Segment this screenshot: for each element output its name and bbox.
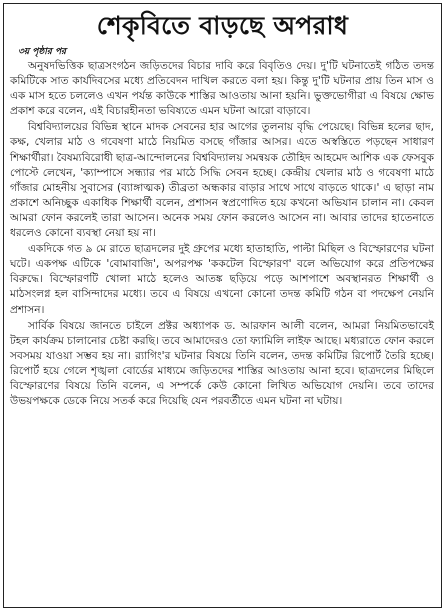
paragraph-3: একদিকে গত ৯ মে রাতে ছাত্রদলের দুই গ্রুপের মধ্যে হাতাহাতি, পাল্টা মিছিল ও বিস্ফোরণের ঘটনা ঘটে। একপক্ষ এটিকে 'বোমাবাজি', অপরপক্ষ 'ককটেল বিস্ফোরণ' বলে অভিযোগ করে প্রতিপক্ষের বিরুদ্ধে। বিস্ফোরণটি খোলা মাঠে হলেও আতঙ্ক ছড়িয়ে পড়ে আশপাশে অবস্থানরত শিক্ষার্থী ও মাঠসংলগ্ন হল বাসিন্দাদের মধ্যে। তবে এ বিষয়ে এখনো কোনো তদন্ত কমিটি গঠন বা পদক্ষেপ নেয়নি প্রশাসন।	[10, 243, 434, 316]
article-clipping	[3, 3, 442, 608]
article-body	[4, 59, 441, 409]
continued-from-label: ৩য় পৃষ্ঠার পর	[18, 47, 67, 57]
paragraph-4: সার্বিক বিষয়ে জানতে চাইলে প্রক্টর অধ্যাপক ড. আরফান আলী বলেন, আমরা নিয়মিতভাবেই টহল কার্যক্রম চালানোর চেষ্টা করছি। তবে আমাদেরও তো ফ্যামিলি লাইফ আছে। মধ্যরাতে ফোন করলে সবসময় যাওয়া সম্ভব হয় না। র‍্যাগিং'র ঘটনার বিষয়ে তিনি বলেন, তদন্ত কমিটির রিপোর্ট তৈরি হচ্ছে। রিপোর্ট হয়ে গেলে শৃঙ্খলা বোর্ডের মাধ্যমে জড়িতদের শাস্তির আওতায় আনা হবে। ছাত্রদলের মিছিলে বিস্ফোরণের বিষয়ে তিনি বলেন, এ সম্পর্কে কেউ কোনো লিখিত অভিযোগ দেয়নি। তবে তাদের উভয়পক্ষকে ডেকে নিয়ে সতর্ক করে দিয়েছি যেন পরবর্তীতে এমন ঘটনা না ঘটায়।	[10, 319, 434, 408]
paragraph-2: বিশ্ববিদ্যালয়ের বিভিন্ন স্থানে মাদক সেবনের হার আগের তুলনায় বৃদ্ধি পেয়েছে। বিভিন্ন হলের ছাদ, কক্ষ, খেলার মাঠ ও গবেষণা মাঠে নিয়মিত বসছে গাঁজার আসর। এতে অস্বস্তিতে পড়ছেন সাধারণ শিক্ষার্থীরা। বৈষম্যবিরোধী ছাত্র-আন্দোলনের বিশ্ববিদ্যালয় সমন্বয়ক তৌহিদ আহমেদ আশিক এক ফেসবুক পোস্টে লেখেন, 'ক্যাম্পাসে সন্ধ্যার পর মাঠে সিদ্ধি সেবন হচ্ছে। কেন্দ্রীয় খেলার মাঠ ও গবেষণা মাঠে গাঁজার মোহনীয় সুবাসের (ব্যাঙ্গাত্মক) তীব্রতা অন্ধকার বাড়ার সাথে সাথে বাড়তে থাকে।' এ ছাড়া নাম প্রকাশে অনিচ্ছুক একাধিক শিক্ষার্থী বলেন, প্রশাসন স্বপ্রণোদিত হয়ে কখনো অভিযান চালান না। কেবল আমরা ফোন করলেই তারা আসেন। অনেক সময় ফোন করলেও আসেন না। আবার তাদের হাতেনাতে ধরলেও কোনো ব্যবস্থা নেয়া হয় না।	[10, 121, 434, 240]
headline: শেকৃবিতে বাড়ছে অপরাধ	[96, 11, 349, 40]
paragraph-1: অনুষদভিত্তিক ছাত্রসংগঠন জড়িতদের বিচার দাবি করে বিবৃতিও দেয়। দু'টি ঘটনাতেই গঠিত তদন্ত কমিটিকে সাত কার্যদিবসের মধ্যে প্রতিবেদন দাখিল করতে বলা হয়। কিন্তু দু'টি ঘটনার প্রায় তিন মাস ও এক মাস হতে চললেও এখন পর্যন্ত কাউকে শাস্তির আওতায় আনা হয়নি। ভুক্তভোগীরা এ বিষয়ে ক্ষোভ প্রকাশ করে বলেন, এই বিচারহীনতা ভবিষ্যতে এমন ঘটনা আরো বাড়াবে।	[10, 60, 434, 118]
